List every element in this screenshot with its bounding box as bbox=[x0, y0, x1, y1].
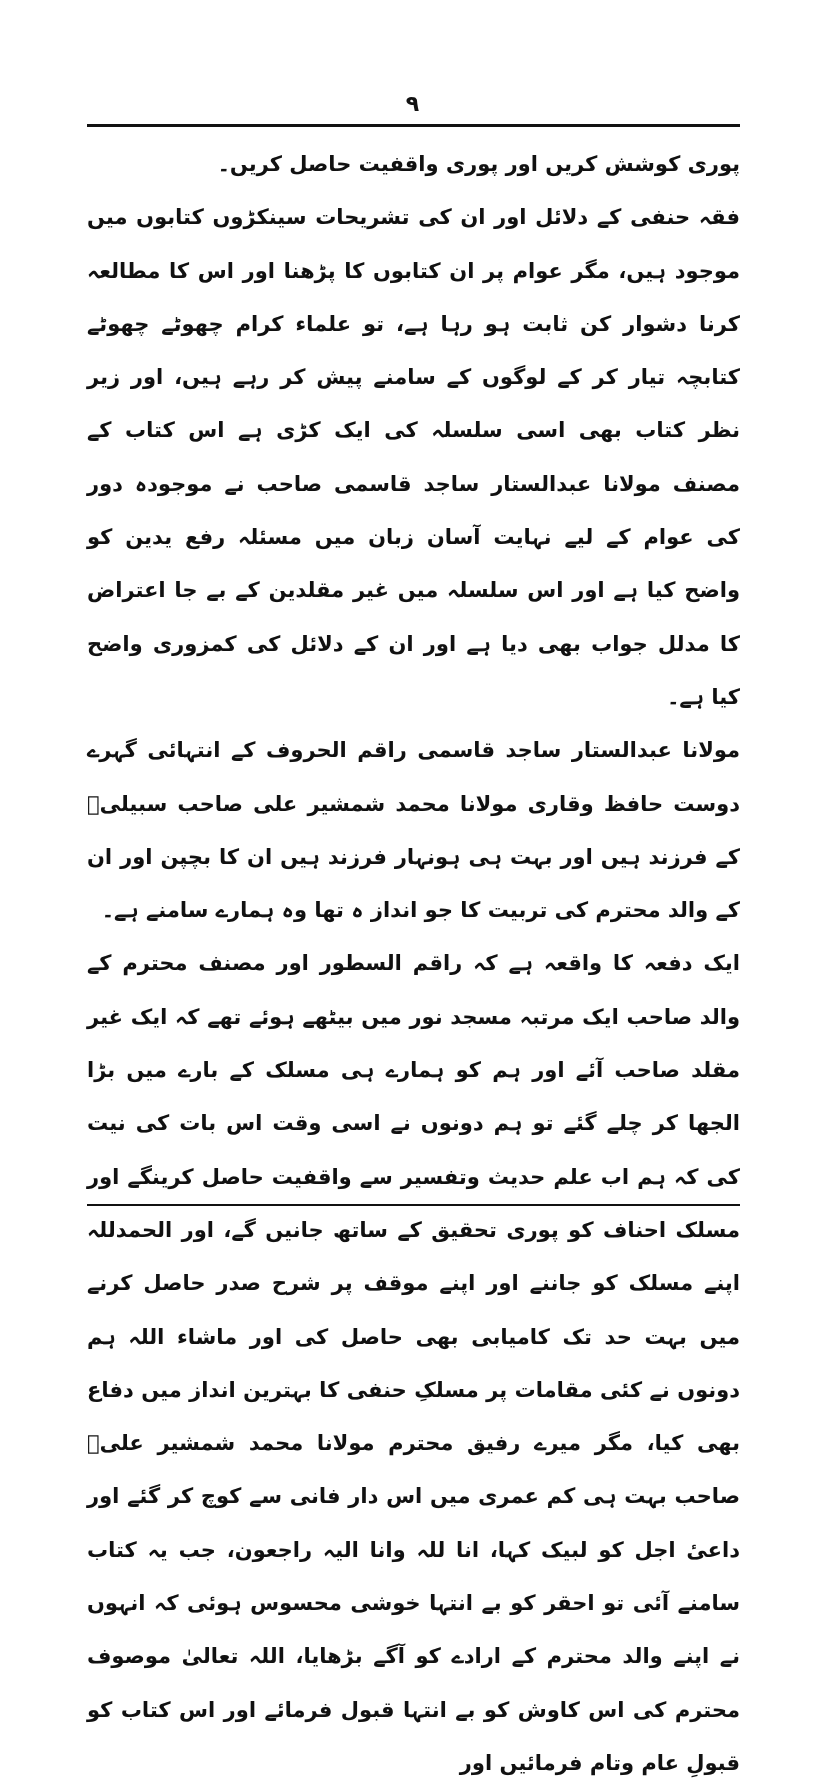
paragraph-1: پوری کوشش کریں اور پوری واقفیت حاصل کریں۔ bbox=[217, 152, 740, 176]
page-number: ۹ bbox=[405, 92, 420, 117]
paragraph-3: مولانا عبدالستار ساجد قاسمی راقم الحروف کے انتہائی گہرے دوست حافظ وقاری مولانا محمد شمشیر علی صاحب سبیلیؒ کے فرزند ہیں اور بہت ہی ہونہار فرزند ہیں ان کا بچپن اور ان کے والد محترم کی تربیت کا جو انداز ہ تھا وہ ہمارے سامنے ہے۔ bbox=[87, 738, 740, 923]
top-divider bbox=[87, 124, 740, 127]
paragraph-2: فقہ حنفی کے دلائل اور ان کی تشریحات سینکڑوں کتابوں میں موجود ہیں، مگر عوام پر ان کتابوں کا پڑھنا اور اس کا مطالعہ کرنا دشوار کن ثابت ہو رہا ہے، تو علماء کرام چھوٹے چھوٹے کتابچہ تیار کر کے لوگوں کے سامنے پیش کر رہے ہیں، اور زیر نظر کتاب بھی اسی سلسلہ کی ایک کڑی ہے اس کتاب کے مصنف مولانا عبدالستار ساجد قاسمی صاحب نے موجودہ دور کی عوام کے لیے نہایت آسان زبان میں مسئلہ رفع یدین کو واضح کیا ہے اور اس سلسلہ میں غیر مقلدین کے بے جا اعتراض کا مدلل جواب بھی دیا ہے اور ان کے دلائل کی کمزوری واضح کیا ہے۔ bbox=[87, 205, 740, 709]
paragraph-4: ایک دفعہ کا واقعہ ہے کہ راقم السطور اور مصنف محترم کے والد صاحب ایک مرتبہ مسجد نور میں بیٹھے ہوئے تھے کہ ایک غیر مقلد صاحب آئے اور ہم کو ہمارے ہی مسلک کے بارے میں بڑا الجھا کر چلے گئے تو ہم دونوں نے اسی وقت اس بات کی نیت کی کہ ہم اب علم حدیث وتفسیر سے واقفیت حاصل کرینگے اور مسلک احناف کو پوری تحقیق کے ساتھ جانیں گے، اور الحمدللہ اپنے مسلک کو جاننے اور اپنے موقف پر شرح صدر حاصل کرنے میں بہت حد تک کامیابی بھی حاصل کی اور ماشاء اللہ ہم دونوں نے کئی مقامات پر مسلکِ حنفی کا بہترین انداز میں دفاع بھی کیا، مگر میرے رفیق محترم مولانا محمد شمشیر علیؒ صاحب بہت ہی کم عمری میں اس دار فانی سے کوچ کر گئے اور داعیٔ اجل کو لبیک کہا، انا للہ وانا الیہ راجعون، جب یہ کتاب سامنے آئی تو احقر کو بے انتہا خوشی محسوس ہوئی کہ انہوں نے اپنے والد محترم کے ارادے کو آگے بڑھایا، اللہ تعالیٰ موصوف محترم کی اس کاوش کو بے انتہا قبول فرمائے اور اس کتاب کو قبولِ عام وتام فرمائیں اور bbox=[87, 951, 740, 1775]
body-text bbox=[87, 138, 740, 1790]
bottom-divider bbox=[87, 1204, 740, 1206]
